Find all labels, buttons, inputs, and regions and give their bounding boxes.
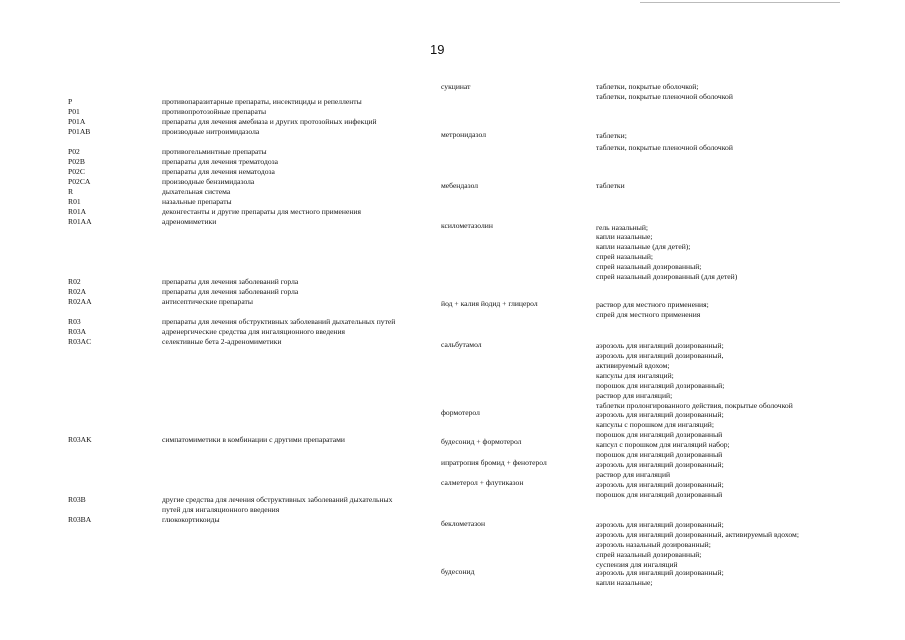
drug-name: беклометазон	[441, 519, 486, 528]
atc-description: путей для ингаляционного введения	[162, 505, 280, 514]
atc-description: глюкокортикоиды	[162, 515, 220, 524]
dosage-form: спрей назальный дозированный (для детей)	[596, 272, 738, 281]
dosage-form: аэрозоль для ингаляций дозированный;	[596, 410, 724, 419]
atc-code: P01	[68, 107, 80, 116]
drug-name: мебендазол	[441, 181, 479, 190]
atc-description: противогельминтные препараты	[162, 147, 267, 156]
atc-description: препараты для лечения заболеваний горла	[162, 287, 299, 296]
dosage-form: порошок для ингаляций дозированный	[596, 450, 723, 459]
dosage-form: аэрозоль для ингаляций дозированный;	[596, 520, 724, 529]
page-number: 19	[430, 42, 445, 57]
atc-description: симпатомиметики в комбинации с другими препаратами	[162, 435, 345, 444]
dosage-form: порошок для ингаляций дозированный;	[596, 381, 725, 390]
dosage-form: порошок для ингаляций дозированный	[596, 430, 723, 439]
drug-name: будесонид + формотерол	[441, 437, 522, 446]
dosage-form: капсул с порошком для ингаляций набор;	[596, 440, 730, 449]
dosage-form: суспензия для ингаляций	[596, 560, 678, 569]
dosage-form: спрей назальный дозированный;	[596, 262, 702, 271]
drug-name: сальбутамол	[441, 340, 482, 349]
dosage-form: спрей для местного применения	[596, 310, 701, 319]
atc-description: назальные препараты	[162, 197, 232, 206]
atc-code: P02B	[68, 157, 85, 166]
atc-description: препараты для лечения амебиаза и других протозойных инфекций	[162, 117, 377, 126]
dosage-form: аэрозоль для ингаляций дозированный,	[596, 351, 724, 360]
atc-description: препараты для лечения трематодоза	[162, 157, 279, 166]
dosage-form: таблетки пролонгированного действия, покрытые оболочкой	[596, 401, 793, 410]
dosage-form: раствор для местного применения;	[596, 300, 709, 309]
atc-code: P	[68, 97, 73, 106]
dosage-form: раствор для ингаляций;	[596, 391, 673, 400]
dosage-form: таблетки, покрытые пленочной оболочкой	[596, 92, 733, 101]
atc-description: препараты для лечения нематодоза	[162, 167, 275, 176]
dosage-form: таблетки;	[596, 131, 627, 140]
dosage-form: капсулы для ингаляций;	[596, 371, 674, 380]
dosage-form: капли назальные;	[596, 578, 653, 587]
atc-description: адренергические средства для ингаляционного введения	[162, 327, 346, 336]
atc-code: P01AB	[68, 127, 91, 136]
atc-code: R01A	[68, 207, 87, 216]
atc-description: противопаразитарные препараты, инсектициды и репелленты	[162, 97, 362, 106]
dosage-form: капсулы с порошком для ингаляций;	[596, 420, 714, 429]
drug-name: ксилометазолин	[441, 221, 493, 230]
atc-description: селективные бета 2-адреномиметики	[162, 337, 282, 346]
atc-description: производные нитроимидазола	[162, 127, 260, 136]
dosage-form: капли назальные;	[596, 232, 653, 241]
dosage-form: аэрозоль для ингаляций дозированный;	[596, 480, 724, 489]
drug-name: сукцинат	[441, 82, 471, 91]
drug-name: метронидазол	[441, 130, 486, 139]
atc-code: R02AA	[68, 297, 92, 306]
atc-code: R03BA	[68, 515, 92, 524]
atc-code: R01	[68, 197, 81, 206]
atc-description: производные бензимидазола	[162, 177, 255, 186]
atc-code: R03	[68, 317, 81, 326]
atc-code: P01A	[68, 117, 86, 126]
dosage-form: аэрозоль для ингаляций дозированный;	[596, 568, 724, 577]
atc-description: препараты для лечения обструктивных заболеваний дыхательных путей	[162, 317, 396, 326]
drug-name: будесонид	[441, 567, 475, 576]
dosage-form: порошок для ингаляций дозированный	[596, 490, 723, 499]
atc-code: R01AA	[68, 217, 92, 226]
drug-name: йод + калия йодид + глицерол	[441, 299, 538, 308]
atc-code: P02CA	[68, 177, 91, 186]
atc-description: дыхательная система	[162, 187, 231, 196]
drug-name: ипратропия бромид + фенотерол	[441, 458, 547, 467]
atc-code: R02A	[68, 287, 87, 296]
dosage-form: гель назальный;	[596, 223, 648, 232]
dosage-form: аэрозоль для ингаляций дозированный, активируемый вдохом;	[596, 530, 799, 539]
atc-code: P02	[68, 147, 80, 156]
dosage-form: спрей назальный;	[596, 252, 654, 261]
dosage-form: спрей назальный дозированный;	[596, 550, 702, 559]
atc-code: P02C	[68, 167, 85, 176]
atc-code: R03AC	[68, 337, 92, 346]
dosage-form: аэрозоль назальный дозированный;	[596, 540, 711, 549]
atc-description: противопротозойные препараты	[162, 107, 267, 116]
atc-description: препараты для лечения заболеваний горла	[162, 277, 299, 286]
dosage-form: раствор для ингаляций	[596, 470, 671, 479]
drug-name: салметерол + флутиказон	[441, 478, 524, 487]
atc-code: R03AK	[68, 435, 92, 444]
dosage-form: капли назальные (для детей);	[596, 242, 691, 251]
dosage-form: активируемый вдохом;	[596, 361, 670, 370]
atc-code: R03A	[68, 327, 87, 336]
dosage-form: таблетки, покрытые оболочкой;	[596, 82, 699, 91]
dosage-form: таблетки, покрытые пленочной оболочкой	[596, 143, 733, 152]
dosage-form: таблетки	[596, 181, 625, 190]
top-rule	[640, 2, 840, 3]
dosage-form: аэрозоль для ингаляций дозированный;	[596, 460, 724, 469]
atc-description: антисептические препараты	[162, 297, 253, 306]
atc-code: R02	[68, 277, 81, 286]
atc-code: R03B	[68, 495, 86, 504]
atc-description: деконгестанты и другие препараты для местного применения	[162, 207, 361, 216]
atc-code: R	[68, 187, 74, 196]
atc-description: адреномиметики	[162, 217, 217, 226]
dosage-form: аэрозоль для ингаляций дозированный;	[596, 341, 724, 350]
atc-description: другие средства для лечения обструктивных заболеваний дыхательных	[162, 495, 393, 504]
drug-name: формотерол	[441, 408, 480, 417]
